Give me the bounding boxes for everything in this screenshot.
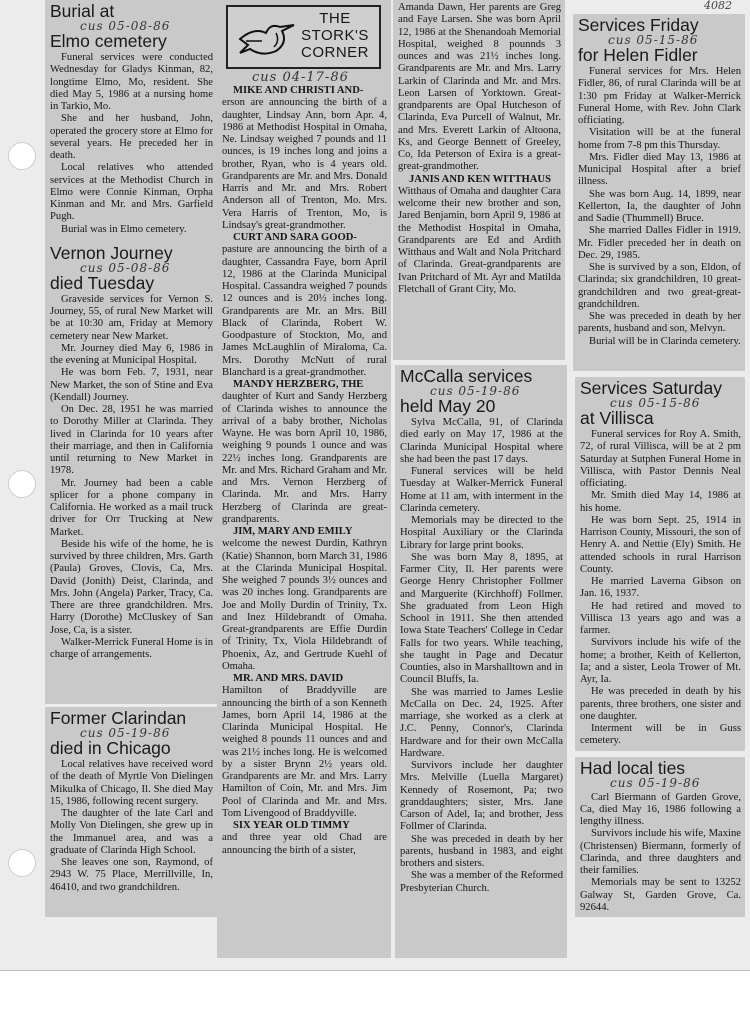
handwritten-date: cus 05-19-86: [610, 775, 701, 790]
stork-title-line: THE: [319, 10, 351, 27]
paragraph: Local relatives have received word of the death of Myrtle Von Dielingen Mikulka of Chicago, Il. She died May 15, 1986, following recent surgery.: [50, 759, 213, 807]
headline-line: at Villisca: [580, 408, 654, 428]
article-body: [580, 792, 741, 915]
headline-line: held May 20: [400, 396, 496, 416]
headline: [580, 380, 741, 427]
headline-line: died Tuesday: [50, 272, 155, 293]
paragraph: Funeral services for Mrs. Helen Fidler, 86, of rural Clarinda will be at 1:30 pm Friday at Walker-Merrick Funeral Home, with Rev. John Clark officiating.: [578, 66, 741, 126]
birth-announcement: [398, 174, 561, 297]
article-mccalla: [400, 368, 563, 895]
paragraph: Burial will be in Clarinda cemetery.: [589, 335, 741, 347]
article-biermann: [580, 757, 741, 915]
paragraph: Walker-Merrick Funeral Home is in charge of arrangements.: [50, 636, 213, 660]
birth-announcement: [222, 820, 387, 857]
stork-title-line: CORNER: [300, 44, 369, 61]
paragraph: She is survived by a son, Eldon, of Clarinda; six grandchildren, 10 great-grandchildren and two great-great-grandchildren.: [578, 262, 741, 310]
paragraph: She was preceded in death by her parents, husband in 1983, and eight brothers and sisters.: [400, 833, 563, 869]
clipping-column-1: [45, 0, 217, 704]
clipping-clarindan: [45, 707, 217, 917]
headline: [578, 17, 741, 64]
announcement-text: pasture are announcing the birth of a daughter, Cassandra Faye, born April 12, 1986 at the Clarinda Municipal Hospital. Cassandra weighed 7 pounds 12 ounces and is 20½ inches long. Grandparents are Mr. an Mrs. Bill Black of Clarinda, Robert W. Goodpasture of Stockton, Mo, and James McLaughlin of Miraloma, Ca. Mrs. Dorothy McNutt of rural Blanchard is a great-grandmother.: [222, 244, 387, 378]
article-body: [50, 294, 213, 662]
paragraph: Mrs. Fidler died May 13, 1986 at Municipal Hospital after a brief illness.: [578, 151, 741, 188]
clipping-smith: [575, 377, 745, 751]
handwritten-date: cus 05-19-86: [430, 384, 521, 398]
announcement-lead: SIX YEAR OLD TIMMY: [233, 820, 350, 831]
headline-line: Had local ties: [580, 757, 686, 778]
paragraph: He married Laverna Gibson on Jan. 16, 1937.: [580, 576, 741, 600]
headline-line: Elmo cemetery: [50, 31, 167, 51]
handwritten-date: cus 05-08-86: [80, 19, 171, 33]
paragraph: Local relatives who attended services at the Methodist Church in Elmo were Connie Kinman, Orpha Kinman and Mr. and Mrs. Garfield Pugh.: [50, 162, 213, 223]
paragraph: She was born Aug. 14, 1899, near Kellerton, Ia, the daughter of John and Sadie (Thummell) Bruce.: [578, 188, 741, 224]
paragraph: Carl Biermann of Garden Grove, Ca, died May 16, 1986 following a lengthy illness.: [580, 791, 741, 827]
stork-title-line: STORK'S: [301, 27, 369, 44]
headline: [400, 368, 563, 415]
announcement-lead: MR. AND MRS. DAVID: [233, 673, 344, 684]
article-fidler: [578, 17, 741, 348]
clipping-biermann: [575, 757, 745, 918]
paragraph: She was a member of the Reformed Presbyterian Church.: [400, 870, 563, 894]
paragraph: He was born Feb. 7, 1931, near New Market, the son of Stine and Eva (Kendall) Journey.: [50, 367, 213, 403]
article-body: [400, 417, 563, 895]
announcement-lead: JIM, MARY AND EMILY: [233, 526, 353, 537]
article-clarindan: [50, 710, 213, 894]
paragraph: Visitation will be at the funeral home from 7-8 pm this Thursday.: [578, 127, 741, 151]
clipping-stork-continued: [393, 0, 565, 360]
paragraph: Mr. Journey had been a cable splicer for a phone company in California. He worked as a mail truck driver for Orr Trucking at New Market.: [50, 477, 213, 538]
announcement-lead: JANIS AND KEN WITTHAUS: [409, 173, 551, 185]
announcement-text: Amanda Dawn, Her parents are Greg and Faye Larsen. She was born April 12, 1986 at the Shenandoah Memorial Hospital, weighed 8 pounnds 3 ounces and was 21½ inches long. Grandparents are Mr. and Mrs. Larry Larkin of Clarinda and Mr. and Mrs. Leon Larsen of Yorktown. Great-grandparents are Opal Hutcheson of Clarinda, Eva Purcell of Walnut, Mr. and Mrs. Everett Larkin of Altoona, Ks, and George Bennett of Greeley, Co, Ida Peterson of Exira is a great-great-grandmother.: [398, 2, 561, 173]
announcement-text: welcome the newest Durdin, Kathryn (Katie) Shannon, born March 31, 1986 at the Clarinda Municipal Hospital. She weighed 7 pounds 3½ ounces and was 20 inches long. Grandparents are Joe and Molly Durdin of Trinity, Tx. and Inez Hildebrandt of Omaha. Great-grandparents are Effie Durdin of Trinity, Tx, Viola Hildebrandt of Phoenix, Az, and Gertrude Kuehl of Omaha.: [222, 538, 387, 672]
punch-hole: [8, 470, 36, 498]
headline-line: Vernon Journey: [50, 242, 173, 263]
handwritten-page-number: 4082: [704, 0, 732, 12]
birth-announcement: [222, 673, 387, 820]
stork-corner-banner: [226, 5, 381, 69]
announcement-text: Hamilton of Braddyville are announcing the birth of a son Kenneth James, born April 14, 1986 at the Clarinda Municipal Hospital. He weighed 8 pounds 11 ounces and and was 21½ inches long. He is welcomed by a sister Brynn 2½ years old. Grandparents are Mr. and Mrs. Larry Hamilton of Coin, Mr. and Mrs. Jim Pool of Clarinda and Mr. and Mrs. Tom Livengood of Braddyville.: [222, 685, 387, 819]
headline-line: Services Friday: [578, 15, 699, 35]
paragraph: Graveside services for Vernon S. Journey, 55, of rural New Market will be at 10:30 am, Friday at Memory cemetery near New Market.: [50, 293, 213, 342]
headline-line: Former Clarindan: [50, 708, 187, 728]
paragraph: She was preceded in death by her parents, husband and son, Melvyn.: [578, 311, 741, 335]
clipping-stork-corner: [217, 0, 391, 958]
paragraph: Survivors include her daughter Mrs. Melville (Luella Margaret) Kennedy of Rosemont, Pa; two granddaughters; sister, Mrs. Jane Carson of Adel, Ia; and brother, Jess Follmer of Clarinda.: [400, 760, 563, 833]
paragraph: Funeral services were conducted Wednesday for Gladys Kinman, 82, longtime Elmo, Mo, resident. She died May 5, 1986 at a nursing home in Tarkio, Mo.: [50, 52, 213, 112]
article-body: [578, 66, 741, 348]
paragraph: She and her husband, John, operated the grocery store at Elmo for several years. He preceded her in death.: [50, 113, 213, 161]
article-smith: [580, 380, 741, 748]
headline-line: Services Saturday: [580, 378, 723, 398]
paragraph: Beside his wife of the home, he is survived by three children, Mrs. Garth (Paula) Groves, Clovis, Ca, Mrs. David (Jonith) Deist, Clarinda, and Mrs. John (Angela) Parker, Tracy, Ca. There are three grandchildren. Mrs. Harry (Dorothe) McCluskey of San Jose, Ca, is a sister.: [50, 538, 213, 636]
clipping-fidler: [573, 14, 745, 371]
paragraph: Interment will be in Guss cemetery.: [580, 723, 741, 747]
stork-corner-title: [301, 10, 369, 61]
stork-entries: [222, 85, 387, 857]
paragraph: Mr. Journey died May 6, 1986 in the evening at Municipal Hospital.: [50, 342, 213, 366]
headline-line: for Helen Fidler: [578, 45, 698, 65]
announcement-text: erson are announcing the birth of a daughter, Lindsay Ann, born Apr. 4, 1986 at Methodist Hospital in Omaha, Ne. Lindsay weighed 7 pounds and 11 ounces, is 19 inches long and joins a brother, Ryan, who is 4 years old. Grandparents are Mr. and Mrs. Donald Harris and Mr. and Mrs. Robert Anderson all of Trenton, Mo. Mrs. Vera Harris of Trenton, Mo, is Lindsay's great-grandmother.: [222, 97, 387, 231]
paragraph: Burial was in Elmo cemetery.: [61, 223, 187, 235]
punch-hole: [8, 849, 36, 877]
clipping-mccalla: [395, 365, 567, 958]
headline: [580, 757, 741, 790]
paragraph: On Dec. 28, 1951 he was married to Dorothy Miller at Clarinda. They lived in Clarinda for 10 years after their marriage, and then in California until returning to New Market in 1978.: [50, 404, 213, 477]
paragraph: He had retired and moved to Villisca 13 years ago and was a farmer.: [580, 600, 741, 636]
handwritten-date: cus 05-15-86: [608, 33, 699, 47]
paragraph: Sylva McCalla, 91, of Clarinda died early on May 17, 1986 at the Clarinda Municipal Hospital where she had been the past 17 days.: [400, 417, 563, 465]
headline-line: Burial at: [50, 1, 115, 21]
article-body: [580, 429, 741, 748]
headline-line: died in Chicago: [50, 738, 171, 758]
paragraph: She was married to James Leslie McCalla on Dec. 24, 1925. After marriage, she worked as a clerk at J.C. Penny, Connor's, Clarinda Hardware and for their own McCalla Hardware.: [400, 686, 563, 759]
birth-announcement: [222, 379, 387, 526]
paragraph: Mr. Smith died May 14, 1986 at his home.: [580, 490, 741, 514]
headline: [50, 710, 213, 757]
paragraph: She was born May 8, 1895, at Farmer City, Il. Her parents were George Henry Christopher Follmer and Marguerite (Kirchhoff) Follmer. She graduated from Leon High School in 1911. She then attended Iowa State Teachers' College in Cedar Falls for two years. While teaching, she taught in Page and Decatur Counties, also in Marshalltown and in Council Bluffs, Ia.: [400, 551, 563, 686]
paragraph: She married Dalles Fidler in 1919. Mr. Fidler preceded her in death on Dec. 29, 1985.: [578, 225, 741, 261]
announcement-text: Witthaus of Omaha and daughter Cara welcome their new brother and son, Jared Benjamin, born April 9, 1986 at the Methodist Hospital in Omaha, Grandparents are Ed and Ardith Witthaus and Walt and Nola Pritchard of Clarinda. Great-grandparents are Ivan Pritchard of Mt. Ayr and Matilda Fletchall of Grant City, Mo.: [398, 185, 561, 295]
announcement-text: daughter of Kurt and Sandy Herzberg of Clarinda wishes to announce the arrival of a baby brother, Nicholas Wayne. He was born April 10, 1986, weighing 9 pounds 1 ounce and was 22½ inches long. Grandparents are Mr. and Mrs. Richard Graham and Mr. and Mrs. Vernon Herzberg of Clarinda. Mr. and Mrs. Harry Herzberg of Clarinda are great-grandparents.: [222, 391, 387, 525]
handwritten-date: cus 05-15-86: [610, 396, 701, 410]
paragraph: Funeral services will be held Tuesday at Walker-Merrick Funeral Home at 11 am, with interment in the Clarinda cemetery.: [400, 466, 563, 514]
article-body: [50, 52, 213, 236]
paragraph: Survivors include his wife, Maxine (Christensen) Biermann, formerly of Clarinda, and three daughters and their families.: [580, 828, 741, 876]
paragraph: Survivors include his wife of the home; a brother, Keith of Kellerton, Ia; and a sister, Leola Trower of Mt. Ayr, Ia.: [580, 637, 741, 685]
handwritten-date: cus 05-08-86: [80, 260, 171, 275]
column-2: [217, 0, 391, 958]
headline: [50, 242, 213, 293]
headline-line: McCalla services: [400, 366, 533, 386]
headline: [50, 3, 213, 50]
handwritten-date: cus 05-19-86: [80, 726, 171, 740]
announcement-lead: MIKE AND CHRISTI AND-: [233, 85, 364, 96]
punch-hole: [8, 142, 36, 170]
article-journey: [50, 242, 213, 662]
handwritten-date: cus 04-17-86: [252, 70, 349, 85]
announcement-text: and three year old Chad are announcing the birth of a sister,: [222, 832, 387, 856]
column-1: [45, 0, 217, 917]
article-elmo: [50, 3, 213, 236]
paragraph: Funeral services for Roy A. Smith, 72, of rural Villisca, will be at 2 pm Saturday at Sutphen Funeral Home in Villisca, with Pastor Dennis Neal officiating.: [580, 429, 741, 489]
announcement-lead: MANDY HERZBERG, THE: [233, 379, 364, 390]
paragraph: The daughter of the late Carl and Molly Von Dielingen, she grew up in the Immanuel area, and was a graduate of Clarinda High School.: [50, 808, 213, 856]
paragraph: Memorials may be directed to the Hospital Auxiliary or the Clarinda Library for large print books.: [400, 515, 563, 551]
stork-entries-continued: [398, 2, 561, 296]
article-body: [50, 759, 213, 894]
paragraph: She leaves one son, Raymond, of 2943 W. 75 Place, Merrillville, In, 46410, and two grandchildren.: [50, 857, 213, 893]
birth-announcement: [398, 2, 561, 174]
stork-icon: [236, 19, 298, 59]
paragraph: Memorials may be sent to 13252 Galway St, Garden Grove, Ca. 92644.: [580, 877, 741, 913]
announcement-lead: CURT AND SARA GOOD-: [233, 232, 357, 243]
birth-announcement: [222, 526, 387, 673]
birth-announcement: [222, 85, 387, 232]
column-4: [573, 14, 745, 917]
paragraph: He was preceded in death by his parents, three brothers, one sister and one daughter.: [580, 686, 741, 722]
birth-announcement: [222, 232, 387, 379]
paragraph: He was born Sept. 25, 1914 in Harrison County, Missouri, the son of Henry A. and Nettie (Ely) Smith. He attended schools in rural Harrison County.: [580, 514, 741, 575]
column-3: [393, 0, 567, 958]
